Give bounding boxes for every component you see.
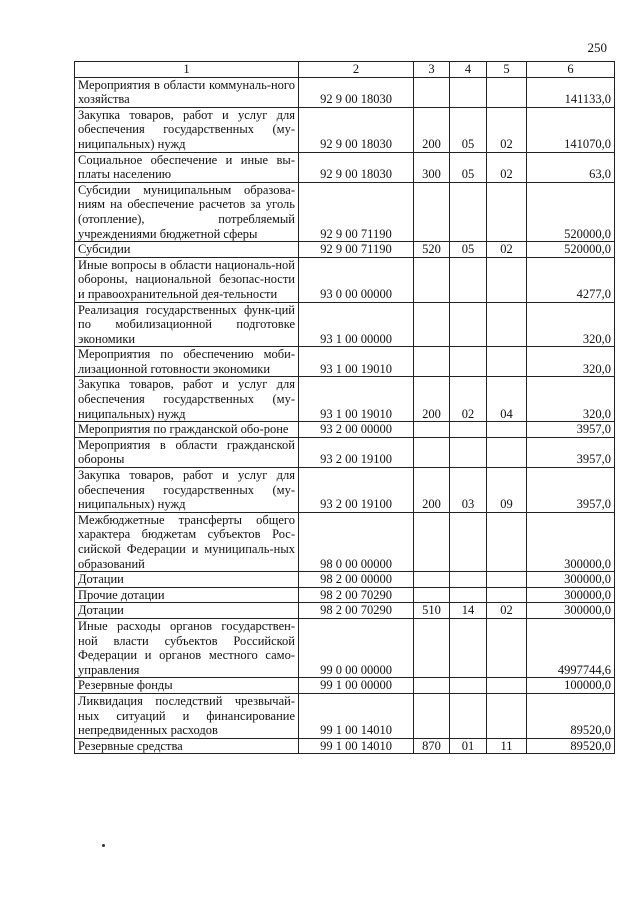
cell-name: Иные вопросы в области националь-ной обороны, национальной безопас-ности и правоохранительной дея-тельности [75, 257, 299, 302]
cell-c3 [414, 182, 450, 241]
cell-name: Реализация государственных функ-ций по мобилизационной подготовке экономики [75, 302, 299, 347]
cell-amount: 89520,0 [527, 693, 615, 738]
cell-c3 [414, 587, 450, 603]
cell-c4 [450, 693, 487, 738]
table-row [75, 347, 615, 377]
cell-c4 [450, 572, 487, 588]
cell-c5 [487, 512, 527, 571]
cell-c4 [450, 437, 487, 467]
cell-amount: 320,0 [527, 377, 615, 422]
cell-name: Закупка товаров, работ и услуг для обеспечения государственных (му-ниципальных) нужд [75, 107, 299, 152]
column-header: 4 [450, 62, 487, 78]
cell-c5 [487, 572, 527, 588]
cell-name: Ликвидация последствий чрезвычай-ных ситуаций и финансирование непредвиденных расходов [75, 693, 299, 738]
cell-c4: 01 [450, 738, 487, 754]
cell-c4: 05 [450, 152, 487, 182]
cell-code: 98 2 00 70290 [299, 587, 414, 603]
cell-code: 99 1 00 14010 [299, 693, 414, 738]
cell-code: 93 2 00 19100 [299, 468, 414, 513]
cell-c4 [450, 618, 487, 677]
cell-c3 [414, 257, 450, 302]
cell-amount: 89520,0 [527, 738, 615, 754]
cell-c5: 11 [487, 738, 527, 754]
column-header: 5 [487, 62, 527, 78]
cell-c4: 02 [450, 377, 487, 422]
cell-name: Мероприятия в области коммуналь-ного хозяйства [75, 77, 299, 107]
cell-c4: 05 [450, 242, 487, 258]
cell-code: 93 1 00 00000 [299, 302, 414, 347]
cell-c4 [450, 422, 487, 438]
column-header: 1 [75, 62, 299, 78]
cell-code: 93 2 00 19100 [299, 437, 414, 467]
cell-c5 [487, 302, 527, 347]
cell-c5 [487, 618, 527, 677]
cell-c5: 02 [487, 242, 527, 258]
cell-code: 92 9 00 71190 [299, 242, 414, 258]
page-number: 250 [587, 40, 607, 55]
cell-c5 [487, 347, 527, 377]
cell-amount: 3957,0 [527, 437, 615, 467]
table-row [75, 107, 615, 152]
cell-c3 [414, 437, 450, 467]
budget-table [74, 61, 615, 754]
cell-c5: 02 [487, 107, 527, 152]
table-row [75, 618, 615, 677]
cell-name: Мероприятия в области гражданской обороны [75, 437, 299, 467]
cell-c5 [487, 182, 527, 241]
table-row [75, 738, 615, 754]
cell-amount: 63,0 [527, 152, 615, 182]
cell-c3: 520 [414, 242, 450, 258]
table-row [75, 422, 615, 438]
cell-name: Закупка товаров, работ и услуг для обеспечения государственных (му-ниципальных) нужд [75, 377, 299, 422]
cell-c3 [414, 678, 450, 694]
cell-amount: 3957,0 [527, 422, 615, 438]
cell-c4 [450, 257, 487, 302]
column-header: 2 [299, 62, 414, 78]
cell-name: Мероприятия по гражданской обо-роне [75, 422, 299, 438]
table-row [75, 693, 615, 738]
cell-amount: 300000,0 [527, 603, 615, 619]
cell-c4 [450, 182, 487, 241]
cell-amount: 320,0 [527, 347, 615, 377]
cell-c5: 02 [487, 152, 527, 182]
cell-c5 [487, 587, 527, 603]
cell-name: Социальное обеспечение и иные вы-платы населению [75, 152, 299, 182]
cell-c5 [487, 437, 527, 467]
cell-amount: 141133,0 [527, 77, 615, 107]
cell-c4 [450, 347, 487, 377]
cell-c3: 510 [414, 603, 450, 619]
cell-amount: 320,0 [527, 302, 615, 347]
cell-amount: 300000,0 [527, 572, 615, 588]
table-row [75, 587, 615, 603]
cell-c4 [450, 302, 487, 347]
cell-code: 92 9 00 18030 [299, 107, 414, 152]
cell-code: 93 1 00 19010 [299, 377, 414, 422]
table-row [75, 152, 615, 182]
table-row [75, 603, 615, 619]
cell-c4: 05 [450, 107, 487, 152]
cell-code: 99 1 00 00000 [299, 678, 414, 694]
cell-c3: 200 [414, 468, 450, 513]
cell-name: Резервные средства [75, 738, 299, 754]
table-row [75, 437, 615, 467]
cell-code: 93 0 00 00000 [299, 257, 414, 302]
cell-amount: 4997744,6 [527, 618, 615, 677]
cell-amount: 141070,0 [527, 107, 615, 152]
cell-c5 [487, 257, 527, 302]
column-header: 3 [414, 62, 450, 78]
cell-c4 [450, 77, 487, 107]
cell-c3 [414, 618, 450, 677]
cell-name: Субсидии муниципальным образова-ниям на обеспечение расчетов за уголь (отопление), потребляемый учреждениями бюджетной сферы [75, 182, 299, 241]
cell-name: Мероприятия по обеспечению моби-лизационной готовности экономики [75, 347, 299, 377]
cell-code: 98 0 00 00000 [299, 512, 414, 571]
cell-c4: 03 [450, 468, 487, 513]
table-row [75, 512, 615, 571]
cell-name: Субсидии [75, 242, 299, 258]
column-header: 6 [527, 62, 615, 78]
cell-c3: 300 [414, 152, 450, 182]
cell-amount: 300000,0 [527, 512, 615, 571]
cell-amount: 520000,0 [527, 182, 615, 241]
cell-name: Межбюджетные трансферты общего характера бюджетам субъектов Рос-сийской Федерации и муниципаль-ных образований [75, 512, 299, 571]
cell-amount: 300000,0 [527, 587, 615, 603]
cell-c5 [487, 422, 527, 438]
cell-c5: 09 [487, 468, 527, 513]
table-row [75, 302, 615, 347]
cell-code: 99 0 00 00000 [299, 618, 414, 677]
cell-c3 [414, 512, 450, 571]
cell-c3: 200 [414, 377, 450, 422]
cell-c3 [414, 693, 450, 738]
table-row [75, 77, 615, 107]
table-row [75, 257, 615, 302]
cell-code: 92 9 00 18030 [299, 152, 414, 182]
cell-amount: 3957,0 [527, 468, 615, 513]
stray-dot [102, 844, 105, 847]
cell-name: Иные расходы органов государствен-ной власти субъектов Российской Федерации и органов местного само-управления [75, 618, 299, 677]
table-row [75, 182, 615, 241]
table-row [75, 242, 615, 258]
cell-c5 [487, 693, 527, 738]
cell-code: 92 9 00 18030 [299, 77, 414, 107]
table-row [75, 678, 615, 694]
cell-name: Прочие дотации [75, 587, 299, 603]
table-row [75, 377, 615, 422]
cell-c4 [450, 587, 487, 603]
cell-c3 [414, 572, 450, 588]
cell-amount: 4277,0 [527, 257, 615, 302]
cell-c3 [414, 347, 450, 377]
cell-c3: 870 [414, 738, 450, 754]
cell-c5: 04 [487, 377, 527, 422]
cell-c3: 200 [414, 107, 450, 152]
cell-code: 99 1 00 14010 [299, 738, 414, 754]
cell-name: Дотации [75, 603, 299, 619]
cell-amount: 100000,0 [527, 678, 615, 694]
cell-c4 [450, 512, 487, 571]
cell-c4 [450, 678, 487, 694]
cell-code: 98 2 00 00000 [299, 572, 414, 588]
cell-c5: 02 [487, 603, 527, 619]
cell-c3 [414, 302, 450, 347]
cell-amount: 520000,0 [527, 242, 615, 258]
cell-name: Резервные фонды [75, 678, 299, 694]
cell-c5 [487, 678, 527, 694]
cell-code: 93 1 00 19010 [299, 347, 414, 377]
cell-name: Закупка товаров, работ и услуг для обеспечения государственных (му-ниципальных) нужд [75, 468, 299, 513]
cell-c3 [414, 77, 450, 107]
cell-code: 92 9 00 71190 [299, 182, 414, 241]
cell-c4: 14 [450, 603, 487, 619]
cell-code: 98 2 00 70290 [299, 603, 414, 619]
header-row [75, 62, 615, 78]
table-row [75, 468, 615, 513]
cell-name: Дотации [75, 572, 299, 588]
cell-code: 93 2 00 00000 [299, 422, 414, 438]
cell-c5 [487, 77, 527, 107]
cell-c3 [414, 422, 450, 438]
table-row [75, 572, 615, 588]
